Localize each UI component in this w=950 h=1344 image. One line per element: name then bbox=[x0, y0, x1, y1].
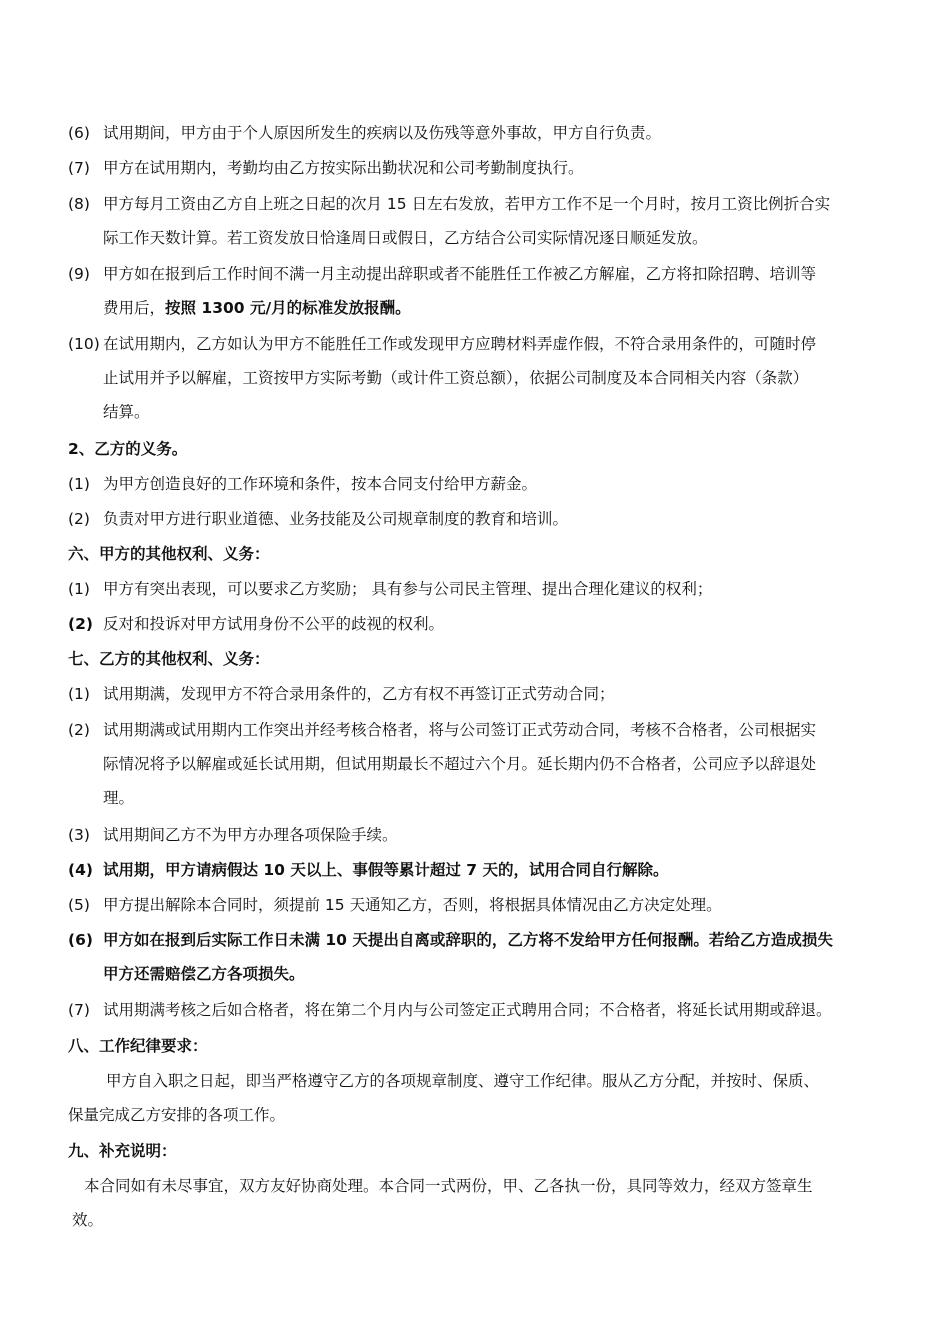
clause-text: 反对和投诉对甲方试用身份不公平的歧视的权利。 bbox=[103, 615, 445, 633]
paragraph-text: 效。 bbox=[72, 1211, 104, 1229]
clause-text: 为甲方创造良好的工作环境和条件，按本合同支付给甲方薪金。 bbox=[103, 475, 538, 493]
clause-number: (2) bbox=[68, 615, 93, 633]
clause-number: (4) bbox=[68, 861, 93, 879]
clause-number: (5) bbox=[68, 896, 90, 914]
clause-text-bold: 按照 1300 元/月的标准发放报酬。 bbox=[165, 299, 411, 317]
clause-number: (1) bbox=[68, 685, 90, 703]
clause-text: 理。 bbox=[103, 789, 135, 807]
clause-text: 甲方提出解除本合同时，须提前 15 天通知乙方，否则，将根据具体情况由乙方决定处理。 bbox=[103, 896, 722, 914]
clause-number: (1) bbox=[68, 475, 90, 493]
section-heading: 八、工作纪律要求： bbox=[68, 1037, 208, 1055]
clause-text: 止试用并予以解雇，工资按甲方实际考勤（或计件工资总额），依据公司制度及本合同相关内容（条款） bbox=[103, 369, 809, 387]
clause-number: (2) bbox=[68, 510, 90, 528]
clause-text: 在试用期内，乙方如认为甲方不能胜任工作或发现甲方应聘材料弄虚作假，不符合录用条件的，可随时停 bbox=[103, 335, 817, 353]
section-heading: 2、乙方的义务。 bbox=[68, 440, 188, 458]
clause-text: 甲方如在报到后实际工作日未满 10 天提出自离或辞职的，乙方将不发给甲方任何报酬。若给乙方造成损失 bbox=[103, 931, 833, 949]
clause-number: (10) bbox=[68, 335, 100, 353]
clause-number: (3) bbox=[68, 826, 90, 844]
clause-number: (7) bbox=[68, 1001, 90, 1019]
clause-text: 试用期满或试用期内工作突出并经考核合格者，将与公司签订正式劳动合同，考核不合格者，公司根据实 bbox=[103, 721, 817, 739]
clause-text: 试用期满，发现甲方不符合录用条件的，乙方有权不再签订正式劳动合同； bbox=[103, 685, 615, 703]
clause-text: 试用期，甲方请病假达 10 天以上、事假等累计超过 7 天的，试用合同自行解除。 bbox=[103, 861, 669, 879]
clause-text: 试用期间乙方不为甲方办理各项保险手续。 bbox=[103, 826, 398, 844]
clause-text-plain: 费用后， bbox=[103, 299, 166, 317]
clause-text bbox=[103, 291, 411, 326]
clause-text: 甲方在试用期内，考勤均由乙方按实际出勤状况和公司考勤制度执行。 bbox=[103, 159, 584, 177]
clause-number: (8) bbox=[68, 195, 90, 213]
clause-text: 甲方有突出表现，可以要求乙方奖励； 具有参与公司民主管理、提出合理化建议的权利； bbox=[103, 580, 713, 598]
section-heading: 七、乙方的其他权利、义务： bbox=[68, 650, 270, 668]
clause-number: (7) bbox=[68, 159, 90, 177]
clause-number: (1) bbox=[68, 580, 90, 598]
clause-text: 甲方每月工资由乙方自上班之日起的次月 15 日左右发放，若甲方工作不足一个月时，按月工资比例折合实 bbox=[103, 195, 831, 213]
clause-text: 负责对甲方进行职业道德、业务技能及公司规章制度的教育和培训。 bbox=[103, 510, 569, 528]
clause-number: (9) bbox=[68, 265, 90, 283]
clause-number: (2) bbox=[68, 721, 90, 739]
clause-text: 结算。 bbox=[103, 403, 150, 421]
paragraph-text: 保量完成乙方安排的各项工作。 bbox=[68, 1106, 286, 1124]
clause-text: 甲方如在报到后工作时间不满一月主动提出辞职或者不能胜任工作被乙方解雇，乙方将扣除招聘、培训等 bbox=[103, 265, 817, 283]
clause-text: 甲方还需赔偿乙方各项损失。 bbox=[103, 965, 305, 983]
clause-number: (6) bbox=[68, 931, 93, 949]
paragraph-text: 本合同如有未尽事宜，双方友好协商处理。本合同一式两份，甲、乙各执一份，具同等效力，经双方签章生 bbox=[84, 1177, 813, 1195]
section-heading: 九、补充说明： bbox=[68, 1142, 177, 1160]
clause-text: 际情况将予以解雇或延长试用期，但试用期最长不超过六个月。延长期内仍不合格者，公司应予以辞退处 bbox=[103, 755, 817, 773]
clause-text: 试用期间，甲方由于个人原因所发生的疾病以及伤残等意外事故，甲方自行负责。 bbox=[103, 124, 662, 142]
clause-number: (6) bbox=[68, 124, 90, 142]
section-heading: 六、甲方的其他权利、义务： bbox=[68, 545, 270, 563]
clause-text: 试用期满考核之后如合格者，将在第二个月内与公司签定正式聘用合同；不合格者，将延长试用期或辞退。 bbox=[103, 1001, 832, 1019]
clause-text: 际工作天数计算。若工资发放日恰逢周日或假日，乙方结合公司实际情况逐日顺延发放。 bbox=[103, 229, 708, 247]
paragraph-text: 甲方自入职之日起，即当严格遵守乙方的各项规章制度、遵守工作纪律。服从乙方分配，并按时、保质、 bbox=[106, 1072, 820, 1090]
